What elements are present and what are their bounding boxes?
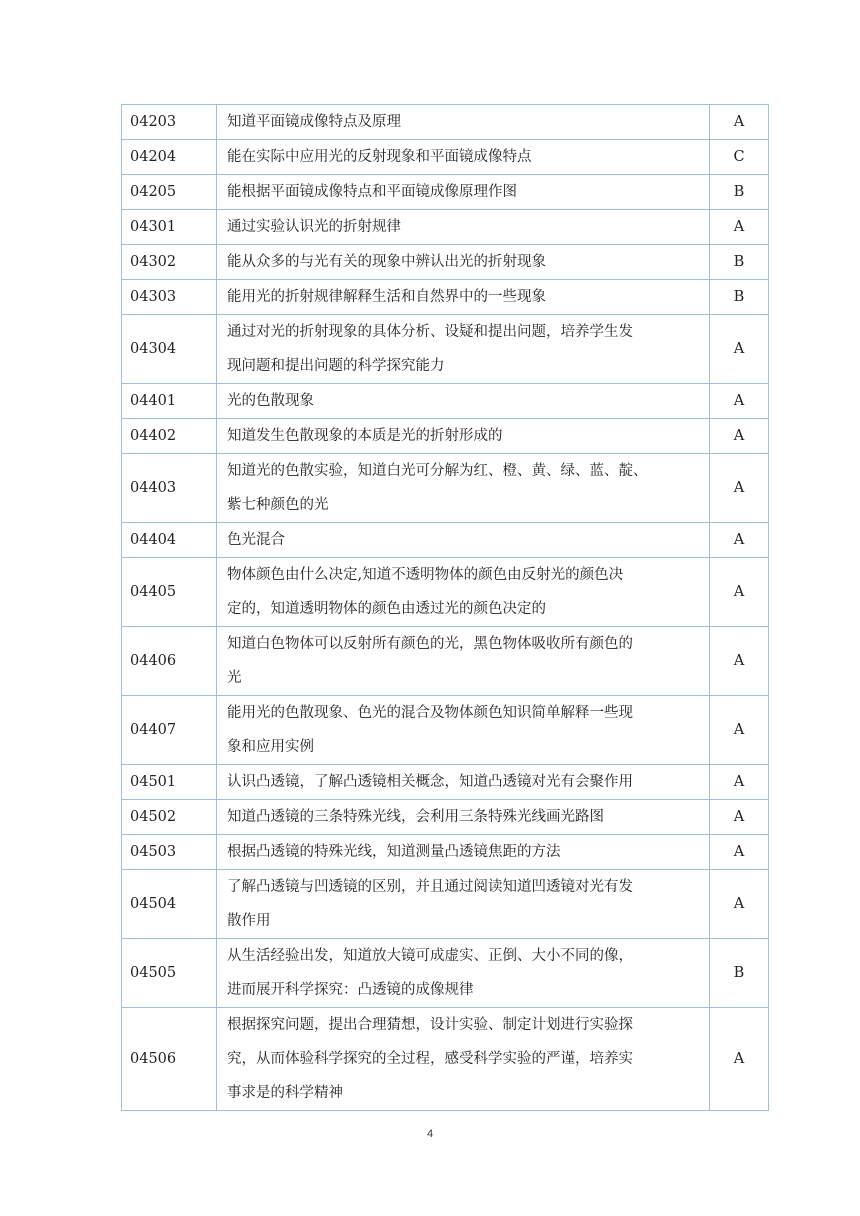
row-level: B xyxy=(710,175,769,210)
table-row xyxy=(122,627,769,696)
row-code: 04403 xyxy=(122,454,217,523)
row-level: A xyxy=(710,454,769,523)
table-row xyxy=(122,835,769,870)
description-line: 能用光的折射规律解释生活和自然界中的一些现象 xyxy=(227,289,546,305)
row-code: 04402 xyxy=(122,419,217,454)
table-body xyxy=(122,105,769,1111)
table-row xyxy=(122,523,769,558)
description-line: 通过实验认识光的折射规律 xyxy=(227,219,401,235)
row-description xyxy=(217,140,710,175)
row-description xyxy=(217,315,710,384)
table-row xyxy=(122,939,769,1008)
row-description xyxy=(217,627,710,696)
row-code: 04303 xyxy=(122,280,217,315)
row-level: B xyxy=(710,939,769,1008)
row-code: 04504 xyxy=(122,870,217,939)
row-description xyxy=(217,245,710,280)
row-level: B xyxy=(710,245,769,280)
description-line: 物体颜色由什么决定,知道不透明物体的颜色由反射光的颜色决 xyxy=(227,567,624,583)
row-code: 04406 xyxy=(122,627,217,696)
description-line: 光 xyxy=(227,670,242,686)
description-line: 究，从而体验科学探究的全过程，感受科学实验的严谨，培养实 xyxy=(227,1051,633,1067)
row-description xyxy=(217,384,710,419)
row-level: A xyxy=(710,523,769,558)
description-line: 现问题和提出问题的科学探究能力 xyxy=(227,358,445,374)
row-description xyxy=(217,419,710,454)
description-line: 能在实际中应用光的反射现象和平面镜成像特点 xyxy=(227,149,532,165)
table-row xyxy=(122,280,769,315)
page-number: 4 xyxy=(426,1128,434,1140)
row-code: 04505 xyxy=(122,939,217,1008)
description-line: 紫七种颜色的光 xyxy=(227,497,329,513)
row-code: 04502 xyxy=(122,800,217,835)
row-description xyxy=(217,523,710,558)
row-level: A xyxy=(710,384,769,419)
row-code: 04203 xyxy=(122,105,217,140)
table-row xyxy=(122,454,769,523)
description-line: 能用光的色散现象、色光的混合及物体颜色知识简单解释一些现 xyxy=(227,705,633,721)
description-line: 了解凸透镜与凹透镜的区别，并且通过阅读知道凹透镜对光有发 xyxy=(227,879,633,895)
row-level: A xyxy=(710,105,769,140)
row-code: 04407 xyxy=(122,696,217,765)
description-line: 色光混合 xyxy=(227,532,285,548)
row-description xyxy=(217,800,710,835)
row-level: C xyxy=(710,140,769,175)
row-description xyxy=(217,835,710,870)
row-description xyxy=(217,210,710,245)
description-line: 根据凸透镜的特殊光线，知道测量凸透镜焦距的方法 xyxy=(227,844,561,860)
row-level: A xyxy=(710,870,769,939)
row-code: 04501 xyxy=(122,765,217,800)
table-row xyxy=(122,870,769,939)
row-level: A xyxy=(710,800,769,835)
description-line: 象和应用实例 xyxy=(227,739,314,755)
description-line: 事求是的科学精神 xyxy=(227,1085,343,1101)
row-code: 04404 xyxy=(122,523,217,558)
description-line: 散作用 xyxy=(227,913,271,929)
row-level: A xyxy=(710,419,769,454)
table-row xyxy=(122,210,769,245)
knowledge-point-table xyxy=(121,104,769,1111)
row-level: A xyxy=(710,835,769,870)
row-code: 04503 xyxy=(122,835,217,870)
description-line: 定的，知道透明物体的颜色由透过光的颜色决定的 xyxy=(227,601,546,617)
row-description xyxy=(217,454,710,523)
row-level: A xyxy=(710,210,769,245)
row-level: A xyxy=(710,558,769,627)
table-row xyxy=(122,558,769,627)
table-row xyxy=(122,1008,769,1111)
row-level: A xyxy=(710,1008,769,1111)
table-row xyxy=(122,696,769,765)
row-code: 04205 xyxy=(122,175,217,210)
description-line: 通过对光的折射现象的具体分析、设疑和提出问题，培养学生发 xyxy=(227,324,633,340)
row-code: 04506 xyxy=(122,1008,217,1111)
description-line: 进而展开科学探究：凸透镜的成像规律 xyxy=(227,982,474,998)
description-line: 从生活经验出发，知道放大镜可成虚实、正倒、大小不同的像， xyxy=(227,948,633,964)
row-code: 04405 xyxy=(122,558,217,627)
description-line: 根据探究问题，提出合理猜想，设计实验、制定计划进行实验探 xyxy=(227,1017,633,1033)
description-line: 知道平面镜成像特点及原理 xyxy=(227,114,401,130)
description-line: 能从众多的与光有关的现象中辨认出光的折射现象 xyxy=(227,254,546,270)
table-row xyxy=(122,315,769,384)
description-line: 知道发生色散现象的本质是光的折射形成的 xyxy=(227,428,503,444)
row-description xyxy=(217,939,710,1008)
row-level: A xyxy=(710,315,769,384)
row-code: 04204 xyxy=(122,140,217,175)
row-description xyxy=(217,105,710,140)
table-row xyxy=(122,245,769,280)
row-code: 04401 xyxy=(122,384,217,419)
row-description xyxy=(217,1008,710,1111)
description-line: 知道凸透镜的三条特殊光线，会利用三条特殊光线画光路图 xyxy=(227,809,604,825)
row-code: 04301 xyxy=(122,210,217,245)
table-row xyxy=(122,384,769,419)
description-line: 知道光的色散实验，知道白光可分解为红、橙、黄、绿、蓝、靛、 xyxy=(227,463,648,479)
description-line: 认识凸透镜，了解凸透镜相关概念，知道凸透镜对光有会聚作用 xyxy=(227,774,633,790)
row-description xyxy=(217,175,710,210)
table-row xyxy=(122,800,769,835)
table-row xyxy=(122,765,769,800)
row-level: A xyxy=(710,696,769,765)
description-line: 知道白色物体可以反射所有颜色的光，黑色物体吸收所有颜色的 xyxy=(227,636,633,652)
table-row xyxy=(122,140,769,175)
row-description xyxy=(217,696,710,765)
row-description xyxy=(217,870,710,939)
description-line: 能根据平面镜成像特点和平面镜成像原理作图 xyxy=(227,184,517,200)
row-level: A xyxy=(710,627,769,696)
row-description xyxy=(217,765,710,800)
row-code: 04302 xyxy=(122,245,217,280)
table-row xyxy=(122,419,769,454)
row-level: A xyxy=(710,765,769,800)
table-row xyxy=(122,105,769,140)
row-description xyxy=(217,280,710,315)
row-level: B xyxy=(710,280,769,315)
description-line: 光的色散现象 xyxy=(227,393,314,409)
table-row xyxy=(122,175,769,210)
row-code: 04304 xyxy=(122,315,217,384)
row-description xyxy=(217,558,710,627)
